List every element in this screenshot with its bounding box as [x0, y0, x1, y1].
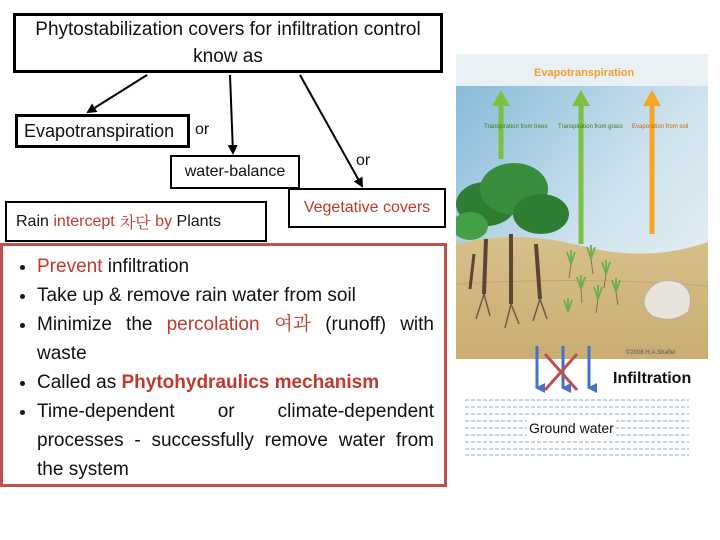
or-label-1: or [195, 121, 210, 138]
bullet-time-dependent-text: Time-dependent or climate-dependent processes - successfully remove water from the system [37, 401, 434, 480]
infiltration-arrows [525, 342, 615, 400]
bullet-called-as [37, 368, 434, 397]
infiltration-label: Infiltration [613, 370, 692, 387]
or-label-2: or [356, 152, 371, 169]
evapotranspiration-illustration [456, 54, 708, 359]
bullet-minimize [37, 310, 440, 368]
bullet-minimize-korean: 여과 [259, 313, 312, 335]
rain-intercept-box [5, 201, 267, 242]
bullet-list [3, 252, 440, 484]
rain-korean: 차단 [114, 213, 151, 232]
bullet-minimize-post: (runoff) with waste [37, 314, 440, 364]
vegetative-covers-box [288, 188, 446, 228]
bullet-minimize-pre: Minimize the [37, 314, 167, 335]
bullet-time-dependent [37, 397, 434, 484]
illustration-heading: Evapotranspiration [534, 67, 635, 79]
rain-by: by [150, 212, 173, 230]
copyright-text: ©2008 H.A.Shafiei [626, 350, 676, 356]
rain-suffix: Plants [172, 212, 221, 230]
bullet-prevent [37, 252, 434, 281]
arrow-to-water-balance [230, 75, 233, 153]
evapotranspiration-label: Evapotranspiration [24, 120, 175, 141]
label-from-grass: Transpiration from grass [558, 124, 623, 130]
bullet-called-as-pre: Called as [37, 372, 122, 393]
label-from-trees: Transpiration from trees [484, 124, 548, 130]
bullet-take-up [37, 281, 434, 310]
label-from-soil: Evaporation from soil [632, 124, 689, 130]
evapotranspiration-box [15, 114, 190, 148]
title-text: Phytostabilization covers for infiltration control know as [35, 19, 421, 67]
title-box [13, 13, 443, 73]
blocked-cross-icon [545, 354, 577, 390]
bullet-minimize-red: percolation [166, 314, 260, 335]
bullet-phytohydraulics: Phytohydraulics mechanism [121, 372, 380, 393]
arrow-to-vegetative-covers [300, 75, 362, 186]
vegetative-covers-label: Vegetative covers [303, 199, 431, 216]
water-balance-box [170, 155, 300, 189]
rain-intercept-red: intercept [53, 212, 115, 230]
arrow-to-evapotranspiration [88, 75, 147, 112]
bullet-prevent-rest: infiltration [102, 256, 190, 277]
water-balance-label: water-balance [184, 163, 286, 180]
bullet-prevent-red: Prevent [37, 256, 103, 277]
bullet-take-up-text: Take up & remove rain water from soil [37, 285, 356, 306]
rain-prefix: Rain [16, 212, 54, 230]
bullet-list-box [0, 243, 447, 487]
groundwater-label: Ground water [529, 420, 614, 436]
